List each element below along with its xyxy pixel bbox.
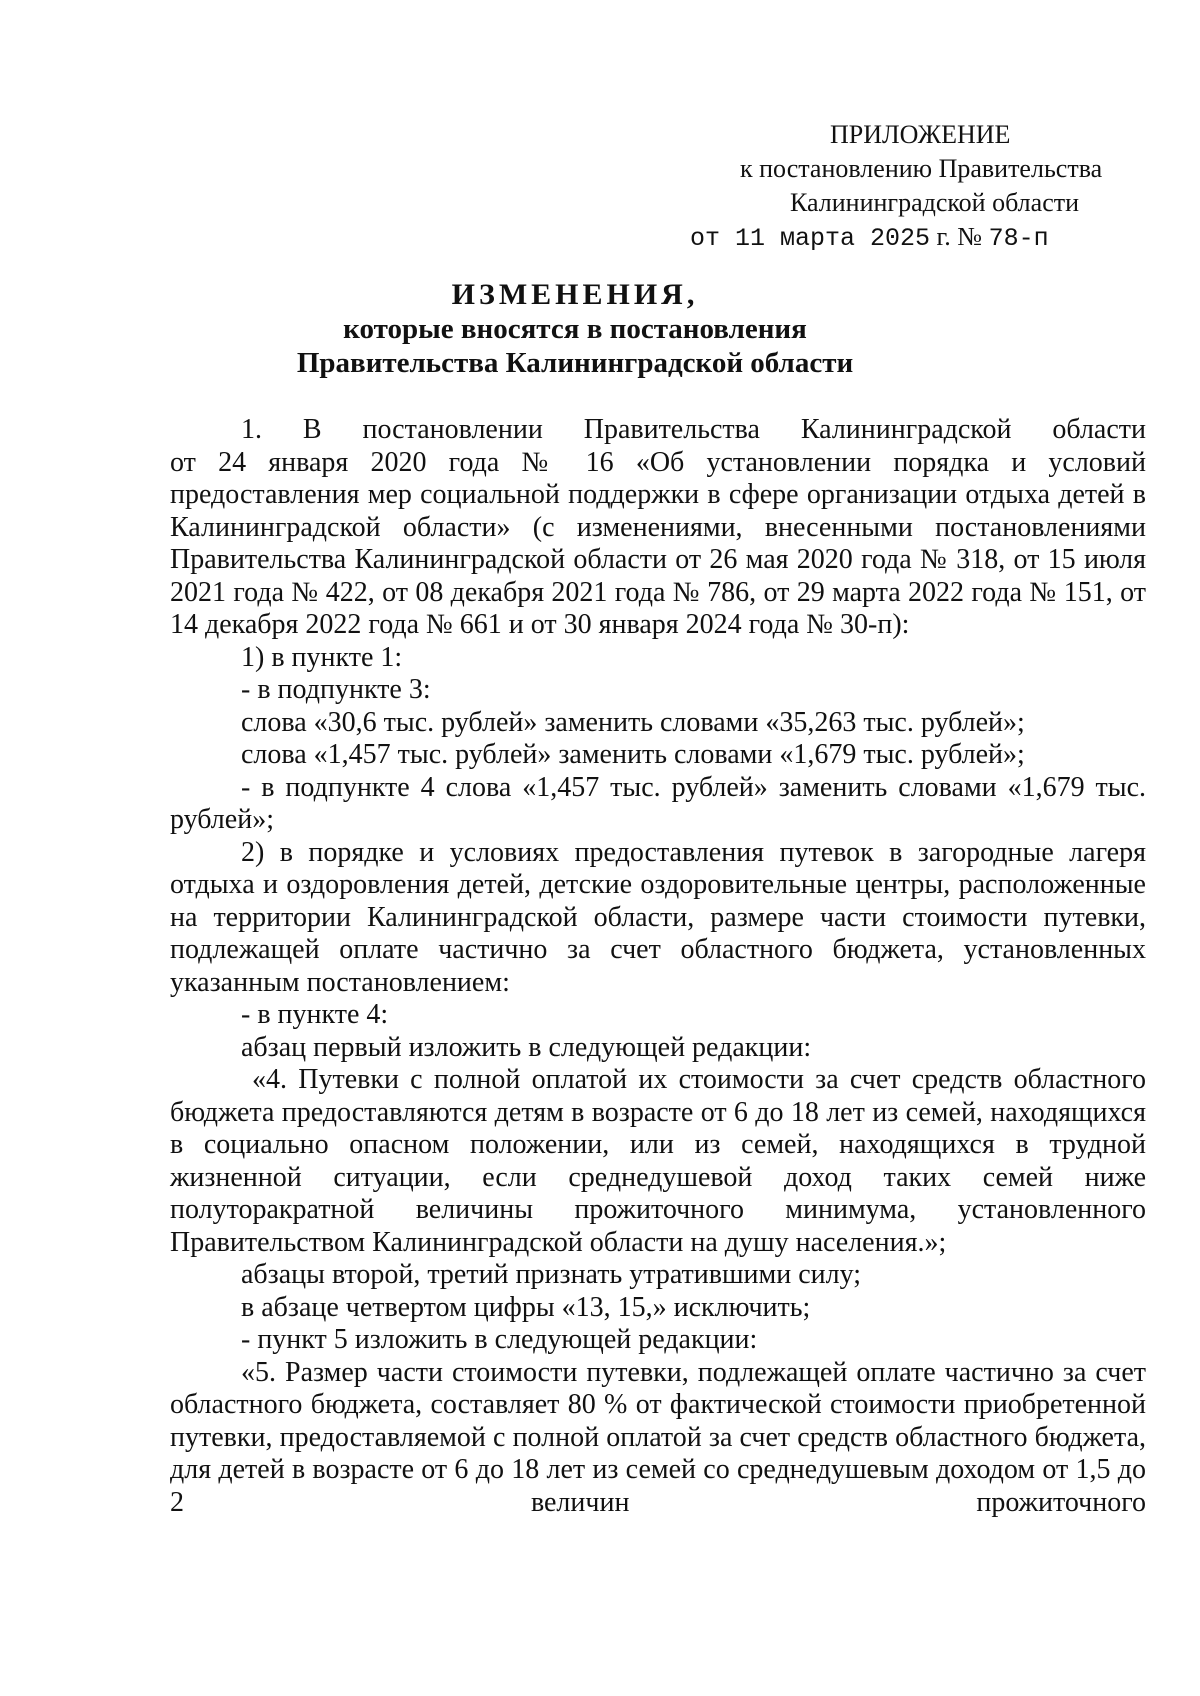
paragraph-2: 2) в порядке и условиях предоставления путевок в загородные лагеря отдыха и оздоровления детей, детские оздоровительные центры, расположенные на территории Калининградской области, размере части стоимости путевки, подлежащей оплате частично за счет областного бюджета, установленных указанным постановлением:: [170, 836, 1146, 998]
title-sub-2: Правительства Калининградской области: [296, 347, 854, 379]
title-sub-1: которые вносятся в постановления: [343, 313, 807, 345]
paragraph-quote-4: «4. Путевки с полной оплатой их стоимости за счет средств областного бюджета предоставляются детям в возрасте от 6 до 18 лет из семей, находящихся в социально опасном положении, или из семей, находящихся в трудной жизненной ситуации, если среднедушевой доход таких семей ниже полуторакратной величины прожиточного минимума, установленного Правительством Калининградской области на душу населения.»;: [170, 1064, 1146, 1258]
line-abzac-2-3: абзацы второй, третий признать утратившими силу;: [241, 1259, 862, 1290]
appendix-number-prefix: г. №: [930, 222, 989, 251]
paragraph-1: от 24 января 2020 года № 16 «Об установлении порядка и условий предоставления мер социальной поддержки в сфере организации отдыха детей в Калининградской области» (с изменениями, внесенными постановлениями Правительства Калининградской области от 26 мая 2020 года № 318, от 15 июля 2021 года № 422, от 08 декабря 2021 года № 786, от 29 марта 2022 года № 151, от 14 декабря 2022 года № 661 и от 30 января 2024 года № 30-п):: [170, 446, 1146, 640]
line-subitem-3: - в подпункте 3:: [241, 674, 431, 705]
line-abzac-1: абзац первый изложить в следующей редакции:: [241, 1031, 812, 1063]
line-item-4: - в пункте 4:: [241, 999, 389, 1030]
paragraph-quote-5: «5. Размер части стоимости путевки, подлежащей оплате частично за счет областного бюджета, составляет 80 % от фактической стоимости приобретенной путевки, предоставляемой с полной оплатой за счет средств областного бюджета, для детей в возрасте от 6 до 18 лет из семей со среднедушевым доходом от 1,5 до 2 величин прожиточного: [170, 1356, 1146, 1518]
title-main: ИЗМЕНЕНИЯ,: [451, 278, 699, 311]
document-body: [170, 414, 1146, 1519]
line-words-2: слова «1,457 тыс. рублей» заменить словами «1,679 тыс. рублей»;: [241, 739, 1025, 770]
appendix-number: 78-п: [988, 224, 1049, 253]
line-abzac-4: в абзаце четвертом цифры «13, 15,» исключить;: [241, 1291, 811, 1323]
line-words-1: слова «30,6 тыс. рублей» заменить словами «35,263 тыс. рублей»;: [241, 706, 1025, 738]
document-title: [0, 278, 1150, 380]
appendix-date: от 11 марта 2025: [690, 224, 931, 253]
appendix-label: ПРИЛОЖЕНИЕ: [830, 120, 1011, 149]
line-item-1: 1) в пункте 1:: [241, 641, 403, 673]
paragraph-1-first-line: 1. В постановлении Правительства Калининградской области: [241, 414, 1146, 445]
appendix-line-3: Калининградской области: [790, 188, 1080, 217]
paragraph-subitem-4: - в подпункте 4 слова «1,457 тыс. рублей» заменить словами «1,679 тыс. рублей»;: [170, 771, 1146, 835]
appendix-block: [690, 118, 1170, 256]
line-item-5: - пункт 5 изложить в следующей редакции:: [241, 1324, 758, 1355]
appendix-date-line: [690, 220, 1170, 256]
appendix-line-2: к постановлению Правительства: [740, 154, 1103, 183]
